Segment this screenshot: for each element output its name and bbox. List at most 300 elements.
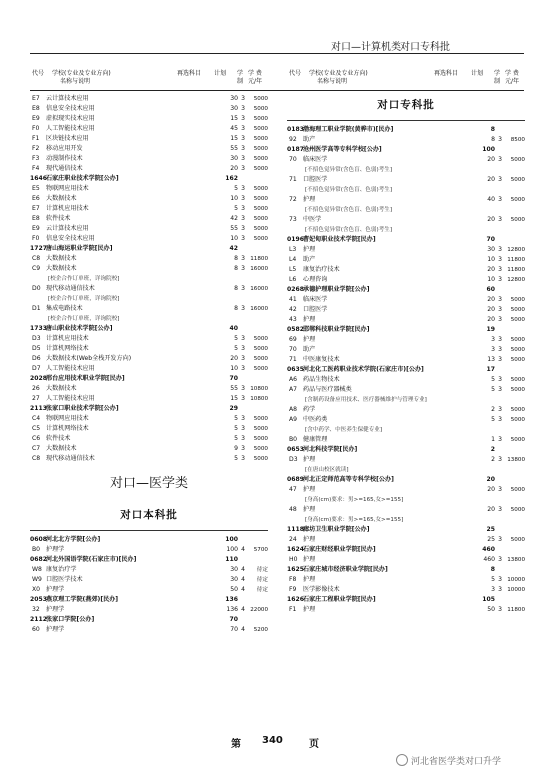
plan-cell: 5 (491, 376, 495, 383)
code-cell: 41 (289, 296, 297, 303)
fee-cell: 5000 (510, 197, 525, 203)
fee-cell: 5000 (510, 487, 525, 493)
name-cell: 人工智能技术应用 (46, 395, 95, 402)
name-cell: 药品与医疗器械类 (303, 386, 352, 393)
school-row (30, 535, 268, 545)
fee-cell: 5000 (253, 196, 268, 202)
fee-cell: 5000 (253, 116, 268, 122)
years-cell: 3 (241, 335, 245, 342)
plan-cell: 30 (230, 576, 238, 583)
years-cell: 3 (498, 316, 502, 323)
name-cell: 康复治疗技术 (303, 266, 340, 273)
code-cell: E8 (32, 215, 40, 222)
plan-cell: 2 (491, 406, 495, 413)
school-row (287, 475, 525, 485)
fee-cell: 5000 (510, 297, 525, 303)
code-cell: 0635 (287, 366, 304, 373)
major-row (287, 385, 525, 395)
code-cell: L4 (289, 256, 297, 263)
code-cell: D3 (289, 456, 298, 463)
years-cell: 3 (241, 185, 245, 192)
major-row (287, 415, 525, 425)
major-row (30, 414, 268, 424)
plan-cell: 25 (486, 526, 495, 533)
code-cell: 1727 (30, 245, 47, 252)
years-cell: 3 (241, 395, 245, 402)
head-school: 学校(专业及专业方向) (52, 70, 111, 77)
years-cell: 3 (498, 386, 502, 393)
plan-cell: 3 (491, 336, 495, 343)
code-cell: L6 (289, 276, 297, 283)
years-cell: 3 (241, 135, 245, 142)
plan-cell: 30 (230, 155, 238, 162)
name-cell: 石家庄财经职业学院[民办] (303, 546, 376, 553)
code-cell: E7 (32, 205, 40, 212)
name-cell: 区块链技术应用 (46, 135, 89, 142)
major-row (30, 194, 268, 204)
school-row (287, 235, 525, 245)
years-cell: 3 (498, 456, 502, 463)
years-cell: 3 (498, 416, 502, 423)
code-cell: L5 (289, 266, 297, 273)
years-cell: 4 (241, 576, 245, 583)
code-cell: E5 (32, 185, 40, 192)
school-row (287, 145, 525, 155)
note-text: [含中药学、中医养生保健专业] (305, 427, 383, 433)
fee-cell: 11800 (507, 267, 525, 273)
plan-cell: 10 (230, 195, 238, 202)
fee-cell: 5000 (510, 217, 525, 223)
major-row (287, 405, 525, 415)
name-cell: 信息安全技术应用 (46, 235, 95, 242)
major-row (30, 144, 268, 154)
major-row (287, 575, 525, 585)
name-cell: 移动应用开发 (46, 145, 83, 152)
school-row (287, 365, 525, 375)
plan-cell: 42 (229, 245, 238, 252)
name-cell: 助产 (303, 256, 316, 263)
fee-cell: 16000 (250, 266, 268, 272)
fee-cell: 5000 (510, 387, 525, 393)
fee-cell: 5000 (510, 307, 525, 313)
name-cell: 河北外国语学院(石家庄市)[民办] (46, 556, 137, 563)
code-cell: 0608 (30, 536, 47, 543)
name-cell: 物联网应用技术 (46, 415, 89, 422)
major-row (30, 254, 268, 264)
plan-cell: 5 (234, 345, 238, 352)
code-cell: D0 (32, 285, 41, 292)
years-cell: 3 (498, 606, 502, 613)
plan-cell: 5 (234, 425, 238, 432)
school-row (30, 615, 268, 625)
fee-cell: 待定 (256, 587, 268, 593)
major-row (30, 334, 268, 344)
head-years2: 制 (494, 78, 501, 85)
years-cell: 3 (241, 205, 245, 212)
school-row (30, 324, 268, 334)
years-cell: 3 (241, 265, 245, 272)
major-row (287, 585, 525, 595)
name-cell: 动漫制作技术 (46, 155, 83, 162)
note-text: [不招色觉异常(含色盲、色弱)考生] (305, 187, 393, 193)
major-row (30, 364, 268, 374)
plan-cell: 25 (487, 536, 495, 543)
name-cell: 医学影像技术 (303, 586, 340, 593)
code-cell: 71 (289, 176, 297, 183)
name-cell: 河北化工医药职业技术学院(石家庄市)[公办] (303, 366, 424, 373)
fee-cell: 5000 (253, 126, 268, 132)
fee-cell: 5000 (253, 146, 268, 152)
code-cell: 69 (289, 336, 297, 343)
code-cell: 43 (289, 316, 297, 323)
name-cell: 中医药类 (303, 416, 328, 423)
major-row (287, 375, 525, 385)
head-fee-unit: 元/年 (248, 78, 263, 85)
major-row (30, 224, 268, 234)
years-cell: 3 (241, 115, 245, 122)
name-cell: 河北科技学院[民办] (303, 446, 358, 453)
years-cell: 3 (498, 376, 502, 383)
major-row (30, 104, 268, 114)
code-cell: 0689 (287, 476, 304, 483)
fee-cell: 5000 (253, 336, 268, 342)
plan-cell: 40 (229, 325, 238, 332)
code-cell: E6 (32, 195, 40, 202)
note-text: [校企合作订单班，详询院校] (48, 316, 120, 322)
name-cell: 唐山职业技术学院[公办] (46, 325, 113, 332)
note-text: [不招色觉异常(含色盲、色弱)考生] (305, 167, 393, 173)
plan-cell: 8 (234, 255, 238, 262)
code-cell: 1626 (287, 596, 304, 603)
name-cell: 心理咨询 (303, 276, 328, 283)
fee-cell: 12800 (507, 247, 525, 253)
plan-cell: 5 (491, 576, 495, 583)
name-cell: 渤海理工职业学院(黄骅市)[民办] (303, 126, 394, 133)
major-row (30, 585, 268, 595)
years-cell: 3 (241, 355, 245, 362)
plan-cell: 8 (490, 126, 495, 133)
years-cell: 3 (241, 215, 245, 222)
major-row (30, 264, 268, 274)
code-cell: F0 (32, 235, 40, 242)
table-head-right (287, 68, 525, 94)
fee-cell: 5000 (253, 426, 268, 432)
name-cell: 燕京理工学院(燕郊)[民办] (46, 596, 119, 603)
plan-cell: 5 (234, 185, 238, 192)
name-cell: 大数据技术 (46, 195, 77, 202)
plan-cell: 45 (230, 125, 238, 132)
name-cell: 护理学 (46, 606, 65, 613)
school-row (287, 565, 525, 575)
school-row (287, 325, 525, 335)
fee-cell: 5000 (253, 216, 268, 222)
batch-heading: 对口专科批 (377, 99, 435, 111)
code-cell: 0268 (287, 286, 304, 293)
years-cell: 4 (241, 626, 245, 633)
plan-cell: 20 (487, 506, 495, 513)
name-cell: 现代通信技术 (46, 165, 83, 172)
name-cell: 护理 (303, 606, 316, 613)
plan-cell: 10 (487, 276, 495, 283)
years-cell: 3 (498, 176, 502, 183)
fee-cell: 5000 (253, 186, 268, 192)
fee-cell: 5000 (253, 166, 268, 172)
name-cell: 软件技术 (46, 215, 71, 222)
page-number: 340 (262, 735, 283, 746)
years-cell: 3 (498, 556, 502, 563)
plan-cell: 10 (230, 235, 238, 242)
name-cell: 集成电路技术 (46, 305, 83, 312)
note-text: [不招色觉异常(含色盲、色弱)考生] (305, 227, 393, 233)
section-rule (287, 120, 525, 121)
name-cell: 临床医学 (303, 296, 328, 303)
plan-cell: 20 (487, 266, 495, 273)
years-cell: 3 (498, 196, 502, 203)
years-cell: 3 (241, 345, 245, 352)
code-cell: C7 (32, 445, 41, 452)
years-cell: 3 (498, 156, 502, 163)
major-row (287, 485, 525, 495)
code-cell: 48 (289, 506, 297, 513)
fee-cell: 5000 (510, 337, 525, 343)
code-cell: F3 (32, 155, 40, 162)
major-row (287, 195, 525, 205)
plan-cell: 50 (230, 586, 238, 593)
major-row (30, 304, 268, 314)
name-cell: 药学 (303, 406, 316, 413)
fee-cell: 5000 (510, 377, 525, 383)
major-row (30, 625, 268, 635)
head-plan: 计划 (214, 70, 227, 77)
name-cell: 唐山海运职业学院[民办] (46, 245, 113, 252)
name-cell: 人工智能技术应用 (46, 125, 95, 132)
fee-cell: 12800 (507, 277, 525, 283)
name-cell: 软件技术 (46, 435, 71, 442)
header-category: 对口—计算机类 (331, 42, 401, 53)
school-row (30, 174, 268, 184)
name-cell: 助产 (303, 136, 316, 143)
name-cell: 石家庄职业技术学院[公办] (46, 175, 119, 182)
footer-suffix: 页 (309, 739, 319, 750)
watermark (396, 754, 501, 767)
head-plan: 计划 (471, 70, 484, 77)
head-fee: 学 费 (248, 70, 262, 77)
code-cell: 42 (289, 306, 297, 313)
plan-cell: 8 (234, 305, 238, 312)
name-cell: 大数据技术(Web全栈开发方向) (46, 355, 132, 362)
name-cell: 护理 (303, 196, 316, 203)
fee-cell: 5000 (253, 156, 268, 162)
years-cell: 3 (498, 506, 502, 513)
years-cell: 3 (241, 425, 245, 432)
code-cell: F4 (32, 165, 40, 172)
code-cell: C8 (32, 455, 41, 462)
years-cell: 3 (498, 216, 502, 223)
name-cell: 沧州医学高等专科学校[公办] (303, 146, 382, 153)
note-text: [含制药设备应用技术、医疗器械维护与管理专业] (305, 397, 427, 403)
name-cell: 计算机网络技术 (46, 425, 89, 432)
plan-cell: 20 (230, 165, 238, 172)
major-row (30, 234, 268, 244)
code-cell: F0 (32, 125, 40, 132)
name-cell: 护理 (303, 536, 316, 543)
plan-cell: 20 (487, 486, 495, 493)
major-row (30, 204, 268, 214)
name-cell: 计算机网络技术 (46, 345, 89, 352)
plan-cell: 3 (491, 346, 495, 353)
plan-cell: 20 (487, 316, 495, 323)
plan-cell: 136 (225, 596, 238, 603)
major-row (30, 284, 268, 294)
plan-cell: 50 (487, 606, 495, 613)
major-row (30, 575, 268, 585)
code-cell: C9 (32, 265, 41, 272)
fee-cell: 5000 (510, 357, 525, 363)
category-heading: 对口—医学类 (109, 476, 188, 491)
years-cell: 4 (241, 606, 245, 613)
note-text: [身高(cm)要求：男>=165,女>=155] (305, 517, 404, 523)
plan-cell: 60 (486, 286, 495, 293)
major-row (30, 164, 268, 174)
plan-cell: 15 (230, 395, 238, 402)
code-cell: 1733 (30, 325, 47, 332)
head-fee: 学 费 (505, 70, 519, 77)
name-cell: 张家口学院[公办] (46, 616, 95, 623)
code-cell: 0196 (287, 236, 304, 243)
years-cell: 3 (241, 445, 245, 452)
fee-cell: 8500 (510, 137, 525, 143)
fee-cell: 5000 (253, 226, 268, 232)
major-row (287, 315, 525, 325)
years-cell: 4 (241, 566, 245, 573)
code-cell: 72 (289, 196, 297, 203)
name-cell: 护理 (303, 246, 316, 253)
plan-cell: 70 (230, 626, 238, 633)
right-column (287, 68, 525, 615)
plan-cell: 17 (486, 366, 495, 373)
plan-cell: 100 (482, 146, 495, 153)
years-cell: 3 (498, 346, 502, 353)
plan-cell: 19 (486, 326, 495, 333)
note-text: [不招色觉异常(含色盲、色弱)考生] (305, 207, 393, 213)
years-cell: 3 (498, 406, 502, 413)
school-row (30, 404, 268, 414)
years-cell: 3 (241, 105, 245, 112)
batch-heading: 对口本科批 (120, 509, 178, 521)
years-cell: 3 (498, 576, 502, 583)
years-cell: 3 (498, 356, 502, 363)
years-cell: 3 (498, 136, 502, 143)
plan-cell: 29 (229, 405, 238, 412)
major-row (287, 255, 525, 265)
name-cell: 护理 (303, 576, 316, 583)
fee-cell: 5000 (253, 416, 268, 422)
code-cell: F9 (289, 586, 297, 593)
head-reelect: 再选科目 (177, 70, 202, 77)
major-row (287, 355, 525, 365)
plan-cell: 8 (490, 566, 495, 573)
code-cell: A9 (289, 416, 298, 423)
years-cell: 3 (241, 255, 245, 262)
fee-cell: 5000 (510, 157, 525, 163)
major-row (287, 455, 525, 465)
code-cell: 0183 (287, 126, 304, 133)
name-cell: 助产 (303, 346, 316, 353)
years-cell: 3 (241, 225, 245, 232)
years-cell: 3 (241, 195, 245, 202)
name-cell: 临床医学 (303, 156, 328, 163)
school-row (287, 285, 525, 295)
name-cell: 口腔医学技术 (46, 576, 83, 583)
code-cell: 73 (289, 216, 297, 223)
major-row (287, 155, 525, 165)
major-row (30, 424, 268, 434)
code-cell: D5 (32, 345, 41, 352)
plan-cell: 20 (487, 216, 495, 223)
name-cell: 大数据技术 (46, 445, 77, 452)
plan-cell: 10 (487, 256, 495, 263)
name-cell: 虚拟现实技术应用 (46, 115, 95, 122)
code-cell: 2028 (30, 375, 47, 382)
plan-cell: 70 (486, 236, 495, 243)
wechat-icon (396, 754, 408, 766)
school-row (30, 595, 268, 605)
name-cell: 大数据技术 (46, 265, 77, 272)
name-cell: 信息安全技术应用 (46, 105, 95, 112)
plan-cell: 5 (234, 455, 238, 462)
major-row (30, 444, 268, 454)
plan-cell: 55 (230, 225, 238, 232)
fee-cell: 22000 (250, 607, 268, 613)
plan-cell: 40 (487, 196, 495, 203)
plan-cell: 100 (226, 546, 238, 553)
plan-cell: 20 (486, 476, 495, 483)
years-cell: 3 (498, 336, 502, 343)
name-cell: 护理学 (46, 626, 65, 633)
code-cell: A6 (289, 376, 298, 383)
fee-cell: 5000 (510, 347, 525, 353)
plan-cell: 3 (491, 586, 495, 593)
name-cell: 石家庄城市经济职业学院[民办] (303, 566, 388, 573)
fee-cell: 5000 (253, 366, 268, 372)
major-row (30, 545, 268, 555)
code-cell: 2053 (30, 596, 47, 603)
code-cell: D6 (32, 355, 41, 362)
plan-cell: 9 (234, 445, 238, 452)
code-cell: F2 (32, 145, 40, 152)
fee-cell: 5000 (253, 136, 268, 142)
name-cell: 云计算技术应用 (46, 225, 89, 232)
school-row (287, 445, 525, 455)
fee-cell: 5000 (253, 346, 268, 352)
code-cell: 26 (32, 385, 40, 392)
name-cell: 邢台应用技术职业学院[民办] (46, 375, 125, 382)
years-cell: 3 (241, 435, 245, 442)
name-cell: 廊坊卫生职业学院[公办] (303, 526, 370, 533)
major-row (30, 344, 268, 354)
major-row (287, 435, 525, 445)
code-cell: B0 (32, 546, 41, 553)
code-cell: D7 (32, 365, 41, 372)
name-cell: 护理 (303, 556, 316, 563)
name-cell: 张家口职业技术学院[公办] (46, 405, 119, 412)
fee-cell: 待定 (256, 567, 268, 573)
head-reelect: 再选科目 (434, 70, 459, 77)
major-row (30, 434, 268, 444)
fee-cell: 11800 (250, 256, 268, 262)
table-head-left (30, 68, 268, 94)
fee-cell: 16000 (250, 306, 268, 312)
